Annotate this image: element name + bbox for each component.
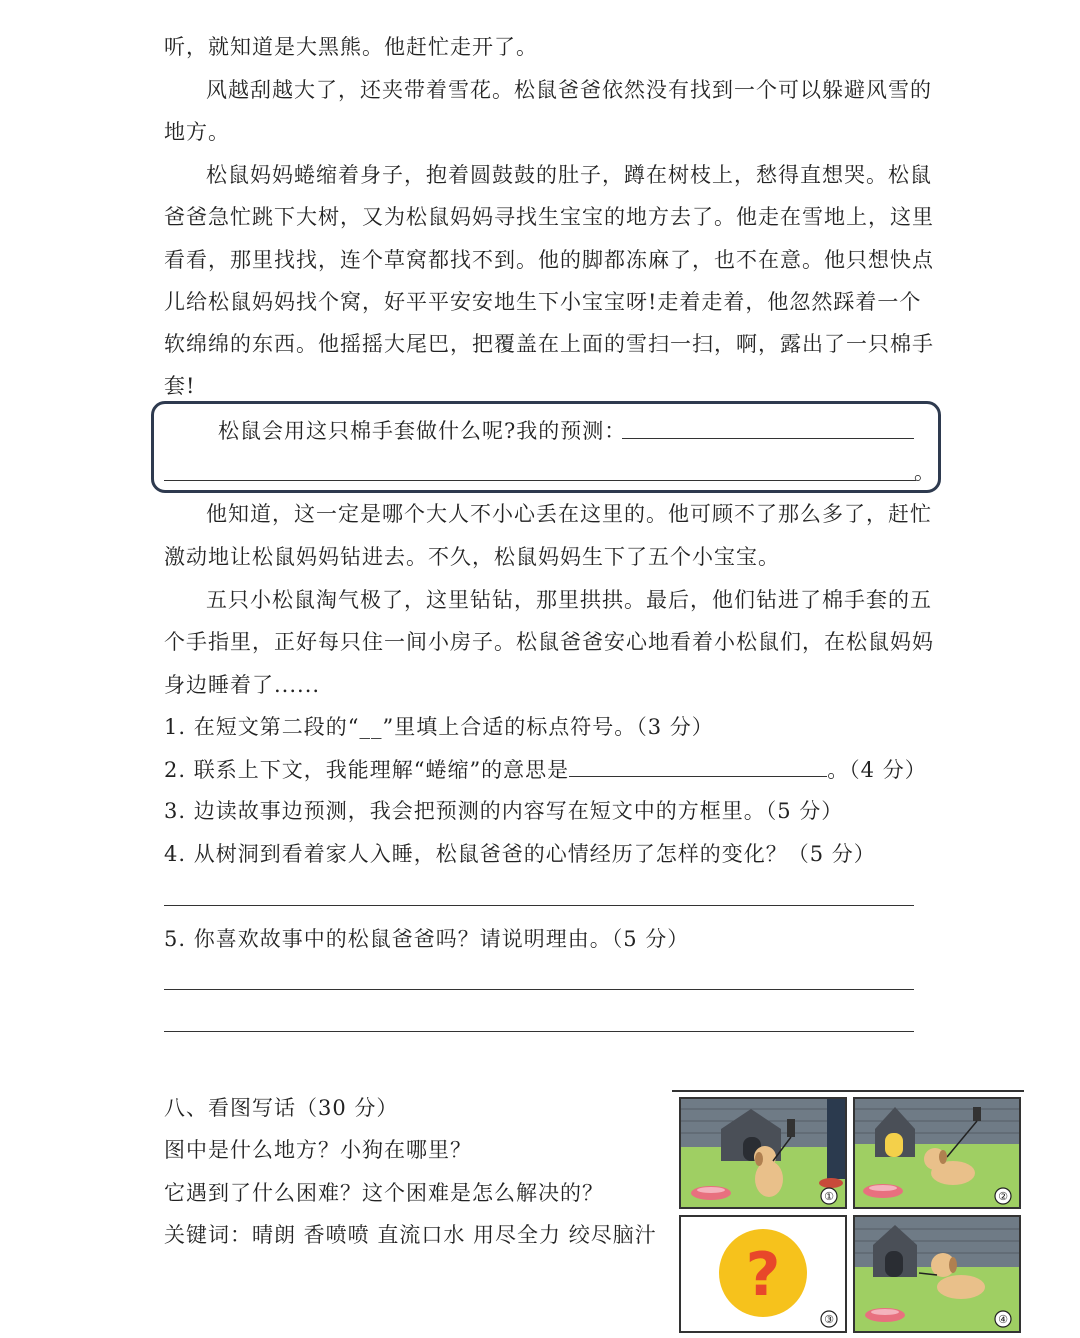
- story-line: 五只小松鼠淘气极了，这里钻钻，那里拱拱。最后，他们钻进了棉手套的五: [206, 588, 932, 612]
- question-2-text-a: 2. 联系上下文，我能理解“蜷缩”的意思是: [164, 758, 570, 782]
- story-line: 套!: [164, 374, 196, 398]
- panel-4-number: ④: [998, 1313, 1008, 1326]
- story-line: 松鼠妈妈蜷缩着身子，抱着圆鼓鼓的肚子，蹲在树枝上，愁得直想哭。松鼠: [206, 163, 932, 187]
- panel-2-number: ②: [998, 1190, 1008, 1203]
- panel-1-illustration: [681, 1099, 845, 1207]
- panel-2-illustration: [855, 1099, 1019, 1207]
- panel-3-illustration: [681, 1217, 845, 1331]
- panel-4-illustration: [855, 1217, 1019, 1331]
- section-8-keywords: 关键词：晴朗 香喷喷 直流口水 用尽全力 绞尽脑汁: [164, 1223, 657, 1247]
- question-4-answer-line[interactable]: [164, 905, 914, 906]
- panel-1-number: ①: [824, 1190, 834, 1203]
- story-line: 他知道，这一定是哪个大人不小心丢在这里的。他可顾不了那么多了，赶忙: [206, 502, 932, 526]
- story-line: 软绵绵的东西。他摇摇大尾巴，把覆盖在上面的雪扫一扫，啊，露出了一只棉手: [164, 332, 934, 356]
- comic-top-rule: [672, 1090, 1024, 1092]
- question-3: 3. 边读故事边预测，我会把预测的内容写在短文中的方框里。（5 分）: [164, 799, 844, 823]
- panel-3-number: ③: [824, 1313, 834, 1326]
- story-line: 看看，那里找找，连个草窝都找不到。他的脚都冻麻了，也不在意。他只想快点: [164, 248, 934, 272]
- question-2-text-b: 。（4 分）: [827, 758, 927, 782]
- question-1: [164, 713, 714, 741]
- section-8-prompt-2: 它遇到了什么困难？这个困难是怎么解决的？: [164, 1181, 604, 1205]
- section-8-title: 八、看图写话（30 分）: [164, 1096, 399, 1120]
- prediction-answer-line-2[interactable]: [164, 480, 916, 481]
- question-4: 4. 从树洞到看着家人入睡，松鼠爸爸的心情经历了怎样的变化？（5 分）: [164, 842, 876, 866]
- comic-panel-3: [679, 1215, 847, 1333]
- comic-panel-2: [853, 1097, 1021, 1209]
- question-1-text-a: 1. 在短文第二段的“: [164, 715, 360, 739]
- question-5-answer-line-1[interactable]: [164, 989, 914, 990]
- question-1-text-b: ”里填上合适的标点符号。（3 分）: [382, 715, 714, 739]
- story-line: 地方。: [164, 120, 230, 144]
- question-2: [164, 756, 927, 784]
- prediction-answer-line-1[interactable]: [622, 438, 914, 439]
- story-line: 激动地让松鼠妈妈钻进去。不久，松鼠妈妈生下了五个小宝宝。: [164, 545, 780, 569]
- story-line: 身边睡着了......: [164, 673, 321, 697]
- story-line: 风越刮越大了，还夹带着雪花。松鼠爸爸依然没有找到一个可以躲避风雪的: [206, 78, 932, 102]
- question-5-answer-line-2[interactable]: [164, 1031, 914, 1032]
- question-5: 5. 你喜欢故事中的松鼠爸爸吗？请说明理由。（5 分）: [164, 927, 690, 951]
- question-mark-icon: ?: [745, 1240, 781, 1310]
- prediction-prompt: 松鼠会用这只棉手套做什么呢?我的预测：: [218, 419, 627, 443]
- story-line: 个手指里，正好每只住一间小房子。松鼠爸爸安心地看着小松鼠们，在松鼠妈妈: [164, 630, 934, 654]
- comic-panel-1: [679, 1097, 847, 1209]
- comic-panel-4: [853, 1215, 1021, 1333]
- question-2-answer-blank[interactable]: [569, 756, 827, 777]
- question-1-blank[interactable]: __: [359, 715, 383, 739]
- prediction-end-mark: 。: [914, 460, 936, 484]
- story-line: 儿给松鼠妈妈找个窝，好平平安安地生下小宝宝呀!走着走着，他忽然踩着一个: [164, 290, 922, 314]
- story-line: 爸爸急忙跳下大树，又为松鼠妈妈寻找生宝宝的地方去了。他走在雪地上，这里: [164, 205, 934, 229]
- section-8-prompt-1: 图中是什么地方？小狗在哪里？: [164, 1138, 472, 1162]
- story-line: 听，就知道是大黑熊。他赶忙走开了。: [164, 35, 538, 59]
